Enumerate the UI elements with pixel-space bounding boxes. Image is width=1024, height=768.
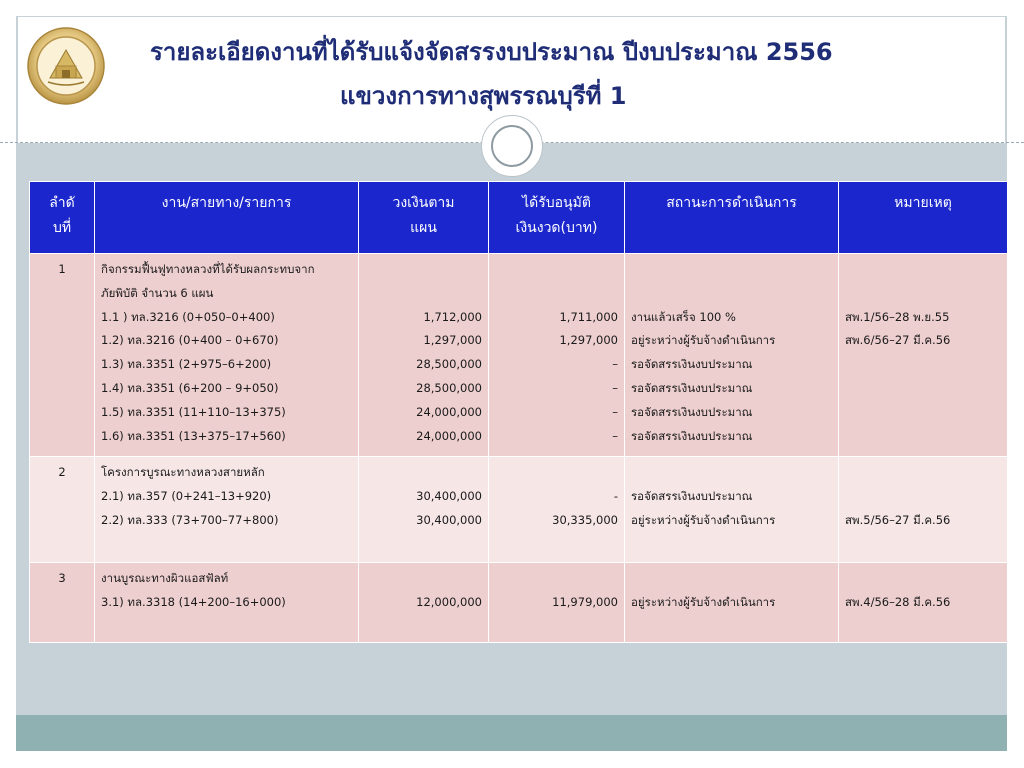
status-cell [625,254,839,457]
work-line: 1.1 ) ทล.3216 (0+050–0+400) [101,309,275,324]
page-title: รายละเอียดงานที่ได้รับแจ้งจัดสรรงบประมาณ ปีงบประมาณ 2556 [150,38,833,66]
note-line [845,353,1001,377]
plan-line: 28,500,000 [416,357,482,372]
status-line: อยู่ระหว่างผู้รับจ้างดำเนินการ [631,594,776,609]
status-line: อยู่ระหว่างผู้รับจ้างดำเนินการ [631,512,776,527]
note-line [845,461,1001,485]
table-header-row [30,182,1008,254]
page-subtitle: แขวงการทางสุพรรณบุรีที่ 1 [340,82,627,110]
plan-line: 24,000,000 [416,404,482,419]
work-line: 2.1) ทล.357 (0+241–13+920) [101,488,272,503]
divider-circle-ring [491,125,533,167]
approved-line: 1,297,000 [559,333,618,348]
status-line: รอจัดสรรเงินงบประมาณ [631,357,753,372]
note-line: สพ.5/56–27 มี.ค.56 [845,512,951,527]
plan-line: 28,500,000 [416,380,482,395]
row-number: 1 [30,254,95,457]
header-approved-line1: ได้รับอนุมัติ [522,195,591,211]
status-line: อยู่ระหว่างผู้รับจ้างดำเนินการ [631,333,776,348]
status-cell [625,563,839,643]
plan-line [365,258,482,282]
approved-cell [489,254,625,457]
work-line: 2.2) ทล.333 (73+700–77+800) [101,512,279,527]
approved-line: – [612,428,618,443]
header-work-label: งาน/สายทาง/รายการ [161,195,292,211]
status-line: รอจัดสรรเงินงบประมาณ [631,488,753,503]
header-no-line2: บที่ [52,220,72,236]
row-number: 2 [30,457,95,563]
status-cell [625,457,839,563]
header-status [625,182,839,254]
plan-cell [359,457,489,563]
header-plan-line2: แผน [410,220,437,236]
note-line [845,567,1001,591]
status-line [631,567,832,591]
work-line: 1.5) ทล.3351 (11+110–13+375) [101,404,286,419]
work-line: โครงการบูรณะทางหลวงสายหลัก [101,465,265,479]
approved-line: – [612,404,618,419]
plan-line [365,282,482,306]
header-note-label: หมายเหตุ [894,195,952,211]
note-line: สพ.6/56–27 มี.ค.56 [845,333,951,348]
note-line [845,282,1001,306]
plan-line: 30,400,000 [416,512,482,527]
header-plan-line1: วงเงินตาม [392,195,455,211]
approved-line: - [613,488,618,503]
status-line [631,282,832,306]
table-row [30,563,1008,643]
header-approved [489,182,625,254]
plan-cell [359,563,489,643]
plan-line: 30,400,000 [416,488,482,503]
approved-line: 1,711,000 [559,309,618,324]
department-seal-logo [26,26,106,106]
work-line: กิจกรรมฟื้นฟูทางหลวงที่ได้รับผลกระทบจาก [101,262,315,276]
approved-line: – [612,380,618,395]
header-plan [359,182,489,254]
budget-table [29,181,1008,643]
approved-cell [489,457,625,563]
note-cell [839,457,1008,563]
work-line: 1.3) ทล.3351 (2+975–6+200) [101,357,272,372]
plan-line: 1,297,000 [423,333,482,348]
work-line: 1.4) ทล.3351 (6+200 – 9+050) [101,380,279,395]
status-line: รอจัดสรรเงินงบประมาณ [631,428,753,443]
header-note [839,182,1008,254]
work-line: ภัยพิบัติ จำนวน 6 แผน [101,285,214,300]
approved-line: 30,335,000 [552,512,618,527]
header-no [30,182,95,254]
note-line [845,377,1001,401]
approved-line [495,258,618,282]
note-line [845,258,1001,282]
approved-cell [489,563,625,643]
plan-cell [359,254,489,457]
plan-line: 24,000,000 [416,428,482,443]
note-line [845,485,1001,509]
note-cell [839,254,1008,457]
note-line: สพ.1/56–28 พ.ย.55 [845,309,950,324]
table-row [30,254,1008,457]
approved-line [495,567,618,591]
approved-line [495,282,618,306]
status-line: รอจัดสรรเงินงบประมาณ [631,380,753,395]
note-line [845,425,1001,449]
status-line [631,461,832,485]
note-line: สพ.4/56–28 มี.ค.56 [845,594,951,609]
header-work [95,182,359,254]
header-status-label: สถานะการดำเนินการ [666,195,797,211]
note-line [845,401,1001,425]
table-row [30,457,1008,563]
work-line: 1.2) ทล.3216 (0+400 – 0+670) [101,333,279,348]
work-cell [95,254,359,457]
header-no-line1: ลำดั [49,195,75,211]
status-line [631,258,832,282]
plan-line: 12,000,000 [416,594,482,609]
work-line: งานบูรณะทางผิวแอสฟัลท์ [101,571,229,585]
footer-band [16,715,1007,751]
plan-line [365,461,482,485]
approved-line: 11,979,000 [552,594,618,609]
work-cell [95,457,359,563]
work-line: 3.1) ทล.3318 (14+200–16+000) [101,594,286,609]
work-cell [95,563,359,643]
approved-line: – [612,357,618,372]
status-line: รอจัดสรรเงินงบประมาณ [631,404,753,419]
approved-line [495,461,618,485]
plan-line: 1,712,000 [423,309,482,324]
row-number: 3 [30,563,95,643]
plan-line [365,567,482,591]
work-line: 1.6) ทล.3351 (13+375–17+560) [101,428,286,443]
note-cell [839,563,1008,643]
header-approved-line2: เงินงวด(บาท) [515,220,598,236]
status-line: งานแล้วเสร็จ 100 % [631,309,736,324]
